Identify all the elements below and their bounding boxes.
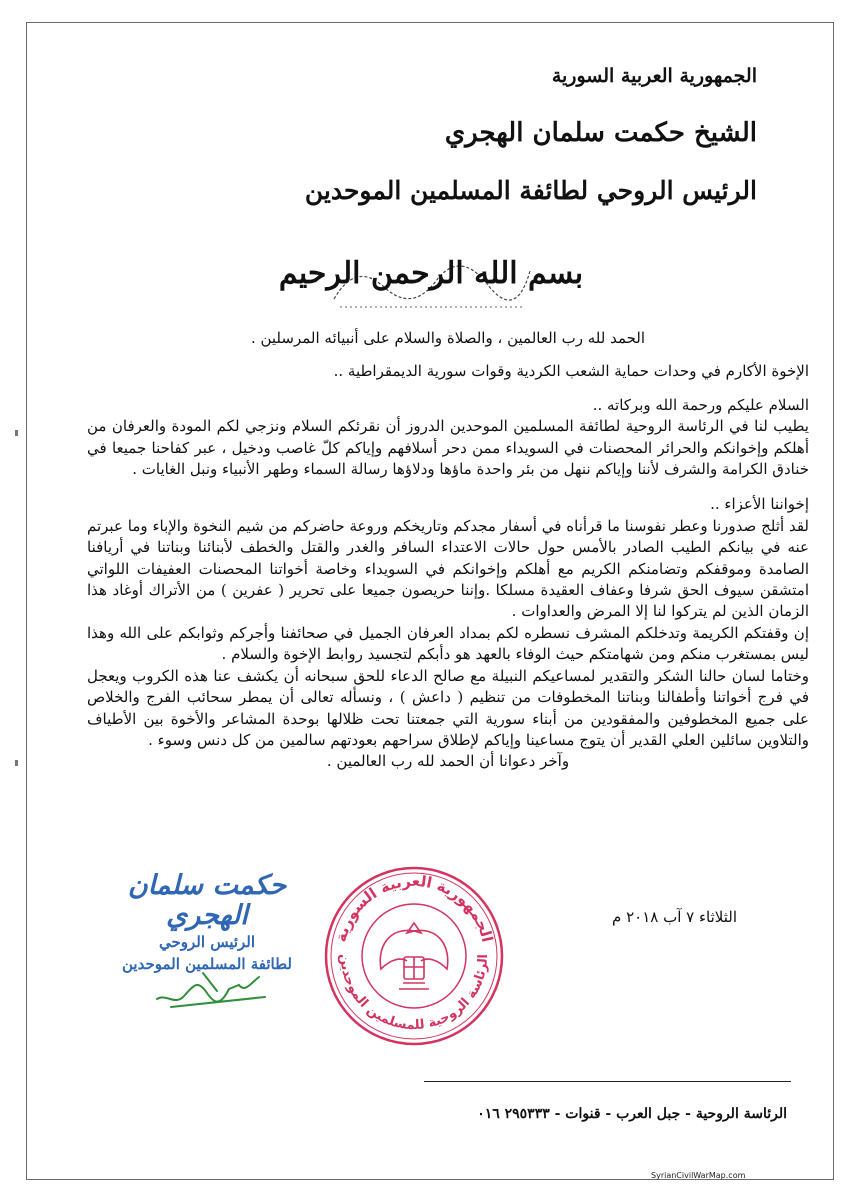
closing-line: وآخر دعوانا أن الحمد لله رب العالمين . [326,752,570,771]
letter-date: الثلاثاء ٧ آب ٢٠١٨ م [612,908,737,926]
footer-divider [424,1081,791,1082]
header-sheikh-name: الشيخ حكمت سلمان الهجري [444,118,757,148]
paragraph-1: يطيب لنا في الرئاسة الروحية لطائفة المسلمين الموحدين الدروز أن نقرئكم السلام ونزجي لكم المودة والعرفان من أهلكم وإخوانكم والحرائر المحصنات في السويداء ممن دحر أسلافهم وإياكم كلّ غاصب ودخيل ، عبر كفاحنا جميعا في خنادق الكرامة والشرف لأننا وإياكم ننهل من بئر واحدة ماؤها ودلاؤها رسالة السماء وطهر الأنبياء ونبل الغايات . [87,417,809,479]
stamp-line-2: لطائفة المسلمين الموحدين [122,955,292,973]
footer-address: الرئاسة الروحية - جبل العرب - قنوات - ٢٩٥٣٣٣ ٠١٦ [477,1106,787,1122]
eagle-emblem-icon [380,923,448,989]
svg-text:الجمهورية العربية السورية [332,872,497,944]
opening-line: الحمد لله رب العالمين ، والصلاة والسلام على أنبيائه المرسلين . [250,329,646,347]
scan-mark [15,430,18,436]
paragraph-4: وختاما لسان حالنا الشكر والتقدير لمساعيكم النبيلة مع صالح الدعاء للحق سبحانه أن يكشف عنا هذه الكروب ويعجل في فرج أخواتنا وأطفالنا وبناتنا المخطوفات من تنظيم ( داعش ) ، ونسأله تعالى أن يمطر سحائب الفرج والخلاص على جميع المخطوفين والمفقودين من أبناء سورية التي جمعتنا تحت ظلالها بوحدة المشاعر والأخوة بين الأطياف والتلاوين سائلين العلي القدير أن يتوج مساعينا وإياكم لإطلاق سراحهم بعودتهم سالمين من كل دنس وسوء . [87,666,809,749]
seal-outer-text: الجمهورية العربية السورية [331,871,497,944]
watermark: SyrianCivilWarMap.com [651,1171,746,1180]
stamp-line-1: الرئيس الروحي [158,933,256,951]
seal-inner-text: الرئاسة الروحية للمسلمين الموحدين [336,953,492,1034]
salutation-line: إخواننا الأعزاء .. [710,495,809,514]
header-title: الرئيس الروحي لطائفة المسلمين الموحدين [304,176,757,205]
basmala-text: بسم الله الرحمن الرحيم [278,256,584,291]
paragraph-3: إن وقفتكم الكريمة وتدخلكم المشرف نسطره لكم بمداد العرفان الجميل في صحائفنا وأجركم وثوابكم على الله وهذا ليس بمستغرب منكم ومن شهامتكم حيث الوفاء بالعهد هو دأبكم لتجسيد روابط الإخوة والسلام . [87,623,809,664]
handwritten-signature-icon [147,963,277,1013]
basmala [27,241,835,317]
header-republic: الجمهورية العربية السورية [551,65,757,87]
greeting-line: السلام عليكم ورحمة الله وبركاته .. [592,395,809,414]
addressee-line: الإخوة الأكارم في وحدات حماية الشعب الكردية وقوات سورية الديمقراطية .. [333,362,809,381]
stamp-name: حكمت سلمان الهجري [127,870,287,931]
scan-mark [15,760,18,766]
letter-body [87,328,809,773]
paragraph-2: لقد أثلج صدورنا وعطر نفوسنا ما قرأناه في أسفار مجدكم وتاريخكم وروعة حاضركم من شيم النخوة والإباء وما عبرتم عنه في بيانكم الطيب الصادر بالأمس حول حالات الاعتداء السافر والغدر والقتل والخطف لأبنائنا وبناتنا في أريافنا الصامدة وموقفكم وتضامنكم الكريم مع أهلكم وإخوانكم في السويداء وخاصة أخواتنا المحصنات العفيفات اللواتي امتشقن سيوف الحق شرفا وعفاف العقيدة مسلكا .وإننا حريصون جميعا على تحرير ( عفرين ) من الأتراك أوغاد هذا الزمان الذين لم يتركوا لنا إلا المرض والعداوات . [87,516,809,621]
letter-page [26,22,834,1180]
official-seal-icon [319,861,509,1051]
signature-stamp [97,871,317,975]
